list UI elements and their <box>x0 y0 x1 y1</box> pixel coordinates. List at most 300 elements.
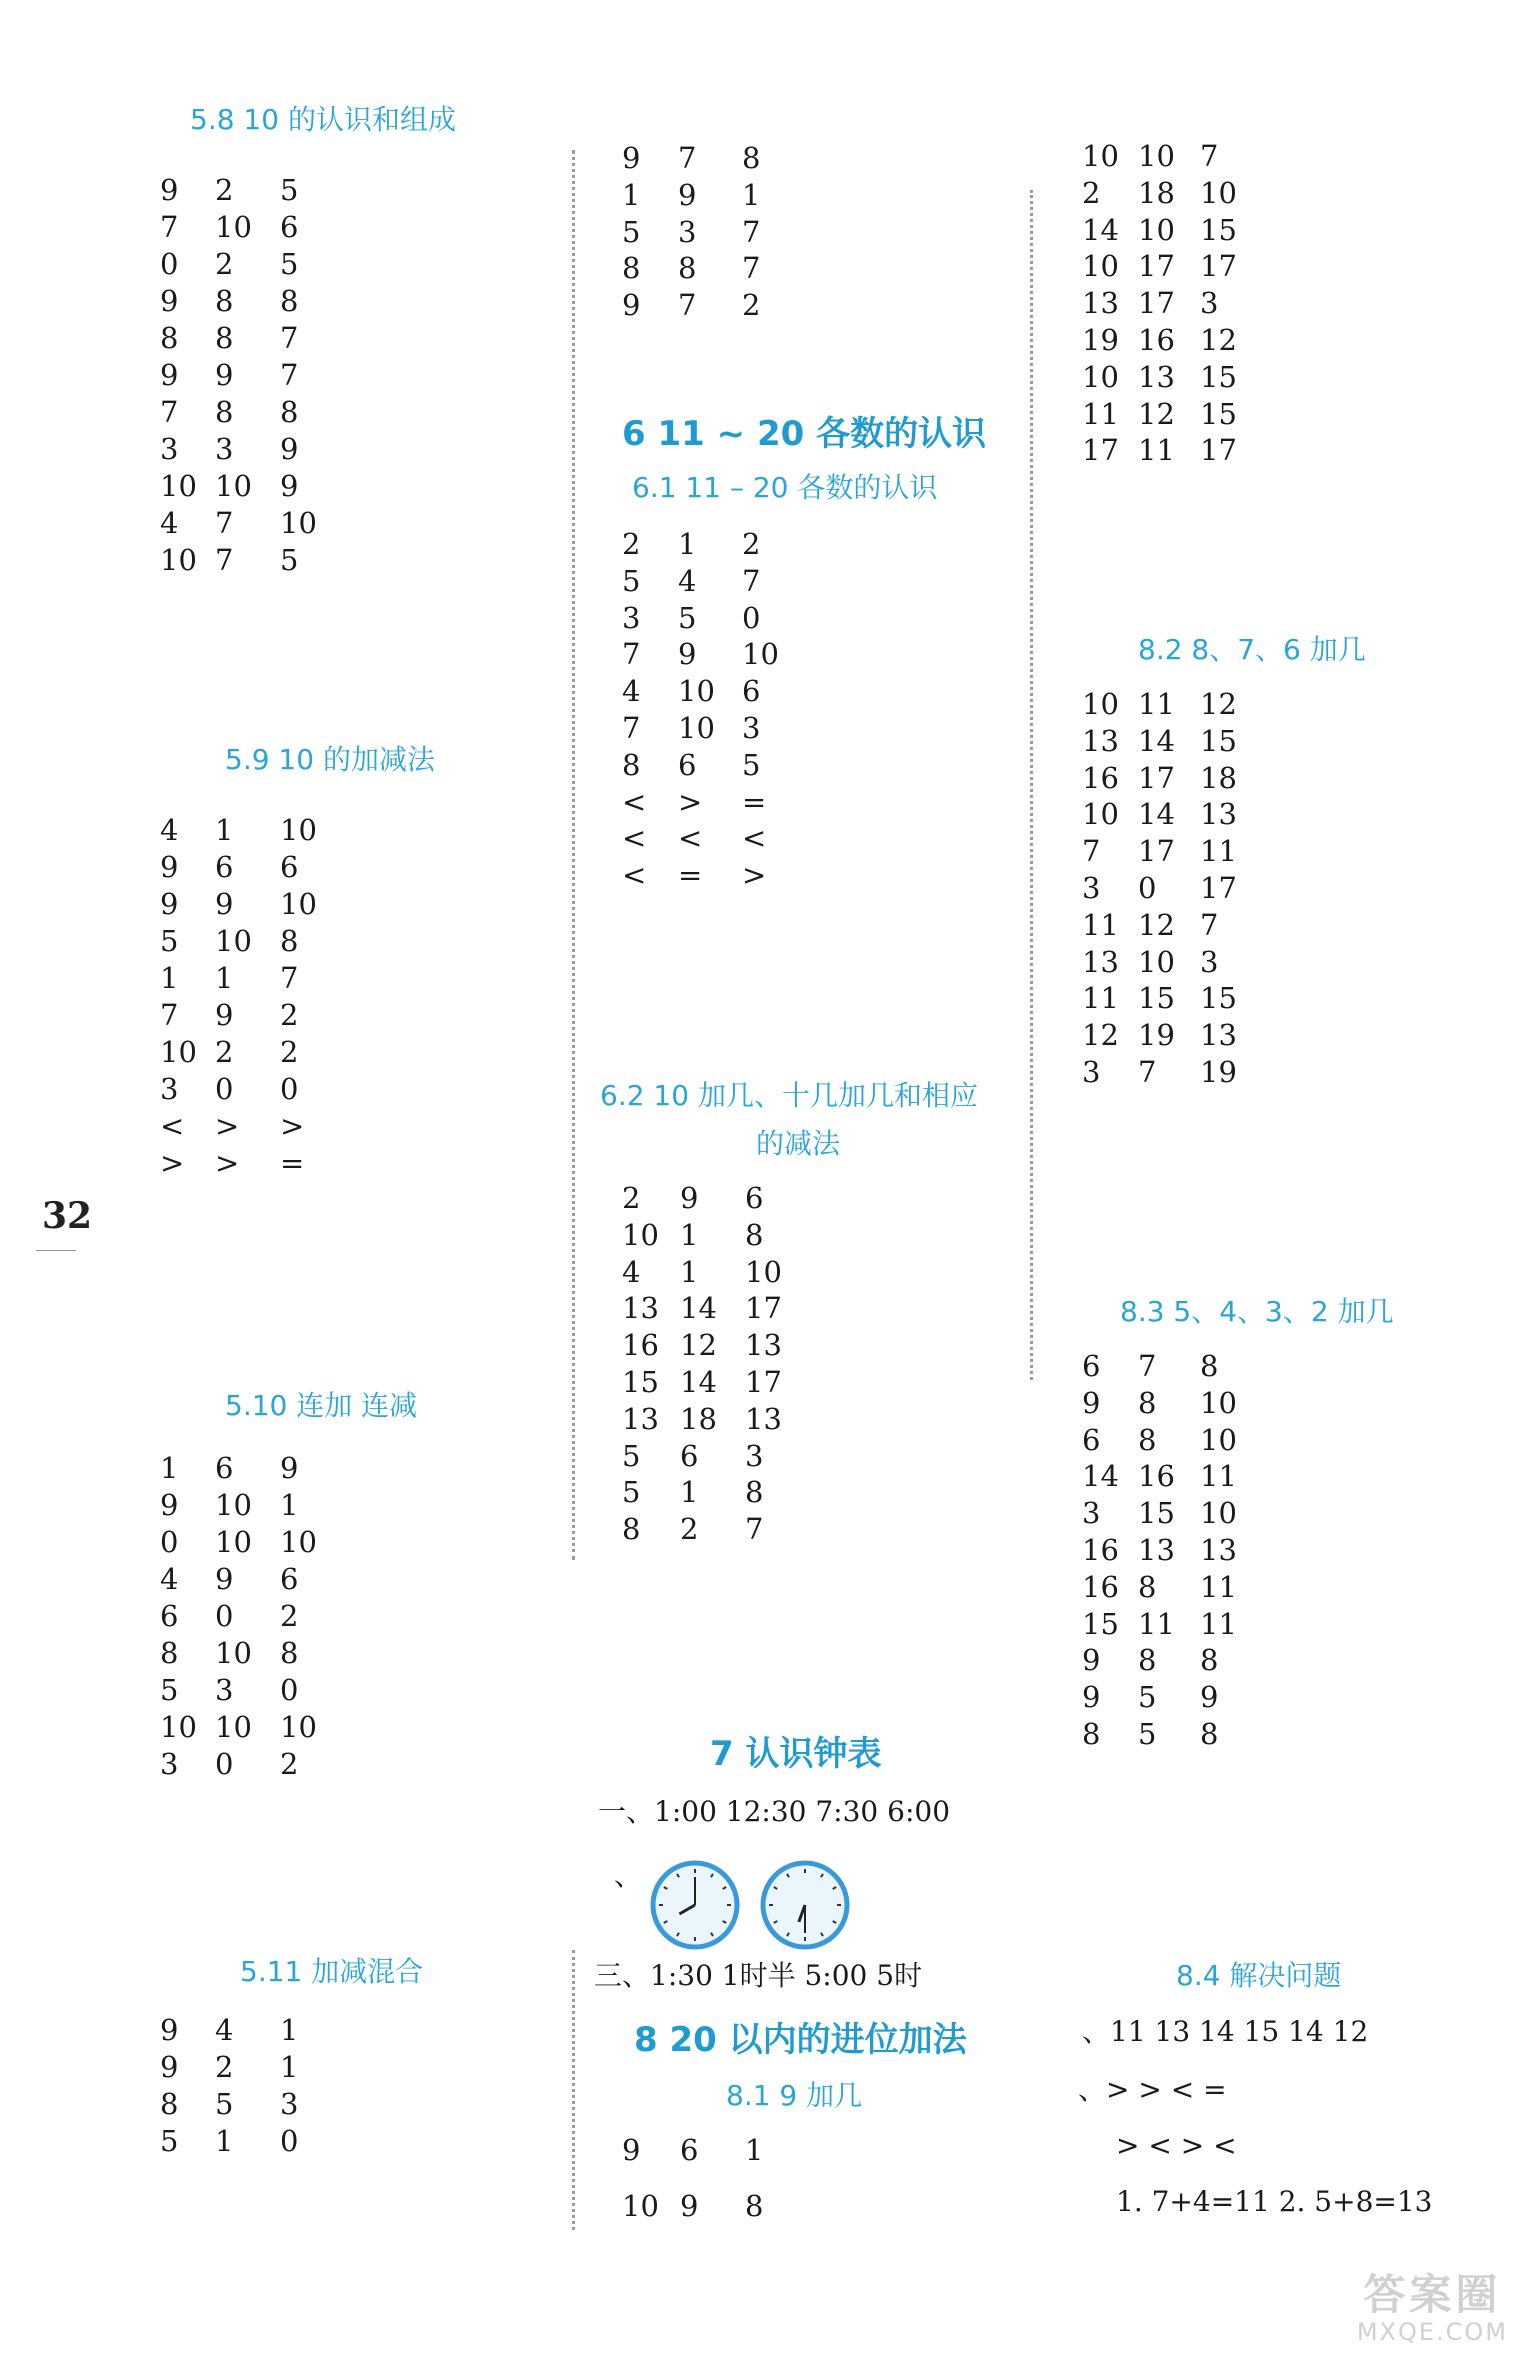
answer-row <box>0 1493 1237 1533</box>
clock-icon-2 <box>763 1863 847 1947</box>
answer-row <box>0 831 1237 871</box>
answer-cell: 5 <box>622 563 641 598</box>
clock-answers-3: 三、1:30 1时半 5:00 5时 <box>594 1959 923 1992</box>
answer-cell: 9 <box>1082 1643 1101 1678</box>
answer-cell: 5 <box>622 1475 641 1510</box>
answer-cell: 10 <box>678 674 715 709</box>
answer-cell: 10 <box>160 1710 197 1744</box>
answer-cell: 10 <box>1200 175 1237 210</box>
answer-cell: 10 <box>160 469 197 503</box>
answer-cell: 18 <box>1200 760 1237 795</box>
answer-cell: 5 <box>280 173 299 207</box>
answer-cell: < <box>742 821 767 856</box>
answer-cell: 7 <box>280 961 299 995</box>
answer-cell: 8 <box>742 141 761 175</box>
answer-cell: 2 <box>680 1512 699 1547</box>
answer-cell: 2 <box>215 2050 234 2084</box>
answer-row <box>0 283 1219 323</box>
answer-cell: 0 <box>215 1599 234 1633</box>
answer-cell: 3 <box>160 1072 179 1106</box>
answer-cell: 19 <box>1200 1055 1237 1089</box>
section-heading: 8.2 8、7、6 加几 <box>1138 633 1366 666</box>
answer-cell: 9 <box>160 887 179 921</box>
answer-cell: 10 <box>215 1525 252 1559</box>
answer-cell: 15 <box>1082 1606 1119 1641</box>
answer-cell: 9 <box>622 2133 641 2167</box>
answer-cell: 11 <box>1082 396 1119 431</box>
answer-cell: 17 <box>1200 871 1237 905</box>
answer-cell: 3 <box>745 1438 764 1473</box>
answer-row <box>0 466 440 506</box>
answer-cell: 8 <box>215 284 234 318</box>
answer-cell: 9 <box>160 1488 179 1522</box>
answer-cell: 14 <box>1138 723 1175 758</box>
answer-row <box>0 794 1237 834</box>
answer-cell: 12 <box>1200 687 1237 721</box>
answer-cell: 6 <box>745 1181 764 1215</box>
answer-cell: 3 <box>742 711 761 745</box>
answer-cell: 16 <box>1082 1533 1119 1567</box>
answer-cell: 1 <box>160 961 179 995</box>
answer-cell: 3 <box>215 1673 234 1707</box>
answer-cell: 10 <box>1200 1496 1237 1531</box>
answer-cell: 13 <box>1082 723 1119 758</box>
answer-cell: 2 <box>622 527 641 561</box>
answer-cell: 1 <box>680 1475 699 1510</box>
answer-cell: 6 <box>680 1438 699 1473</box>
section-heading: 8.1 9 加几 <box>726 2079 863 2112</box>
answer-cell: 5 <box>1138 1680 1157 1715</box>
answer-cell: 7 <box>678 141 697 175</box>
answer-cell: 13 <box>1082 944 1119 979</box>
answer-cell: 2 <box>280 1599 299 1633</box>
answer-cell: 5 <box>160 2124 179 2158</box>
answer-cell: 10 <box>215 210 252 244</box>
answer-cell: 2 <box>742 527 761 561</box>
answer-cell: 7 <box>215 506 234 540</box>
answer-cell: = <box>678 858 703 893</box>
answer-row <box>0 173 1237 213</box>
answer-cell: 0 <box>160 1525 179 1559</box>
answer-cell: 8 <box>1138 1422 1157 1457</box>
answer-cell: 8 <box>1138 1643 1157 1678</box>
answer-cell: 9 <box>280 432 299 466</box>
answer-cell: 16 <box>1082 1569 1119 1604</box>
answer-cell: 12 <box>680 1328 717 1363</box>
answer-cell: 9 <box>160 173 179 207</box>
column-divider-2 <box>1030 190 1033 1380</box>
answer-cell: 8 <box>1200 1349 1219 1383</box>
answer-cell: 3 <box>280 2087 299 2121</box>
answer-cell: 8 <box>745 1475 764 1510</box>
answer-cell: 17 <box>1138 249 1175 284</box>
answer-cell: 14 <box>1082 1459 1119 1494</box>
answer-cell: 9 <box>1082 1680 1101 1715</box>
answer-cell: 10 <box>160 1035 197 1069</box>
answer-cell: 10 <box>280 887 317 921</box>
answer-cell: 1 <box>160 1451 179 1485</box>
column-divider-1b <box>572 1950 575 2230</box>
answer-cell: 3 <box>215 432 234 466</box>
answer-cell: 1 <box>680 1217 699 1252</box>
answer-cell: 2 <box>1082 175 1101 210</box>
answer-cell: 9 <box>160 2013 179 2047</box>
answer-row <box>0 210 1237 250</box>
answer-cell: 11 <box>1200 834 1237 869</box>
answer-cell: 10 <box>280 506 317 540</box>
answer-cell: 3 <box>1082 1055 1101 1089</box>
answer-cell: 11 <box>1200 1606 1237 1641</box>
answer-row <box>0 1530 1237 1570</box>
answer-cell: 10 <box>1138 139 1175 173</box>
answer-cell: 14 <box>680 1291 717 1326</box>
answer-cell: 10 <box>280 1710 317 1744</box>
section-heading: 5.8 10 的认识和组成 <box>190 103 456 136</box>
answer-row <box>0 1015 1237 1055</box>
answer-cell: 9 <box>622 141 641 175</box>
answer-cell: 9 <box>680 1181 699 1215</box>
answer-cell: 15 <box>1138 1496 1175 1531</box>
answer-cell: 1 <box>280 2050 299 2084</box>
section-heading: 6.1 11 – 20 各数的认识 <box>632 471 938 504</box>
answer-cell: 6 <box>1082 1422 1101 1457</box>
answer-row <box>0 2186 764 2226</box>
answer-row <box>0 357 1237 397</box>
answer-cell: 13 <box>745 1328 782 1363</box>
solve-line-3: > < > < <box>1116 2129 1237 2162</box>
answer-cell: 10 <box>215 1710 252 1744</box>
answer-cell: 9 <box>680 2189 699 2223</box>
answer-cell: 4 <box>160 813 179 847</box>
answer-cell: 2 <box>215 1035 234 1069</box>
answer-cell: > <box>160 1146 185 1180</box>
answer-cell: 7 <box>742 563 761 598</box>
answer-cell: 7 <box>160 998 179 1032</box>
solve-line-2: 、> > < = <box>1078 2073 1227 2106</box>
answer-cell: 9 <box>215 998 234 1032</box>
answer-row <box>0 1215 764 1255</box>
answer-cell: 11 <box>1138 1606 1175 1641</box>
answer-cell: 7 <box>160 395 179 429</box>
answer-cell: = <box>280 1146 305 1180</box>
answer-cell: < <box>160 1109 185 1143</box>
answer-cell: 9 <box>160 358 179 392</box>
answer-cell: 8 <box>215 395 234 429</box>
answer-cell: 4 <box>160 1562 179 1596</box>
answer-cell: 7 <box>1082 834 1101 869</box>
answer-row <box>0 1677 1219 1717</box>
answer-cell: 17 <box>1138 286 1175 321</box>
answer-cell: 3 <box>160 1747 179 1781</box>
answer-cell: 2 <box>215 247 234 281</box>
answer-cell: 7 <box>622 711 641 745</box>
answer-cell: 13 <box>622 1401 659 1436</box>
answer-cell: 8 <box>280 924 299 958</box>
answer-cell: 15 <box>1200 981 1237 1016</box>
answer-row <box>0 1106 440 1146</box>
answer-row <box>0 868 1237 908</box>
answer-cell: 10 <box>1082 249 1119 284</box>
answer-cell: 13 <box>745 1401 782 1436</box>
answer-cell: 17 <box>1138 834 1175 869</box>
answer-cell: < <box>622 858 647 893</box>
answer-cell: 10 <box>1082 359 1119 394</box>
answer-cell: 10 <box>280 813 317 847</box>
answer-cell: 7 <box>1200 139 1219 173</box>
answer-cell: 1 <box>680 1254 699 1289</box>
answer-cell: 8 <box>160 321 179 355</box>
answer-cell: 2 <box>280 998 299 1032</box>
answer-cell: 10 <box>1138 212 1175 247</box>
answer-cell: 9 <box>280 1451 299 1485</box>
answer-cell: 1 <box>622 177 641 212</box>
answer-cell: 8 <box>1200 1643 1219 1678</box>
answer-cell: 17 <box>745 1291 782 1326</box>
answer-cell: 5 <box>160 1673 179 1707</box>
answer-cell: 5 <box>622 214 641 249</box>
answer-cell: 16 <box>622 1328 659 1363</box>
answer-cell: 19 <box>1082 323 1119 357</box>
answer-cell: 8 <box>215 321 234 355</box>
answer-cell: < <box>622 784 647 819</box>
answer-cell: 10 <box>215 1636 252 1670</box>
answer-cell: 15 <box>1200 396 1237 431</box>
section-heading: 8.4 解决问题 <box>1176 1959 1342 1992</box>
answer-cell: 4 <box>160 506 179 540</box>
answer-row <box>0 1288 782 1328</box>
watermark-url: MXQE.COM <box>1356 2317 1508 2346</box>
clock-faces <box>640 1855 870 1955</box>
answer-cell: 9 <box>622 288 641 323</box>
answer-cell: 0 <box>1138 871 1157 905</box>
answer-cell: 5 <box>280 543 299 577</box>
answer-cell: 15 <box>1200 723 1237 758</box>
answer-cell: 8 <box>622 1512 641 1547</box>
answer-row <box>0 1456 1237 1496</box>
answer-cell: 3 <box>1082 1496 1101 1531</box>
answer-cell: 8 <box>1138 1385 1157 1420</box>
answer-cell: 17 <box>1138 760 1175 795</box>
answer-cell: 4 <box>622 674 641 709</box>
answer-cell: 17 <box>745 1365 782 1399</box>
answer-cell: 9 <box>215 358 234 392</box>
solve-line-4: 1. 7+4=11 2. 5+8=13 <box>1116 2185 1433 2218</box>
answer-cell: 10 <box>742 637 779 672</box>
answer-cell: > <box>280 1109 305 1143</box>
section-heading: 5.11 加减混合 <box>240 1955 424 1988</box>
answer-cell: 7 <box>1138 1055 1157 1089</box>
answer-cell: 8 <box>622 747 641 782</box>
answer-row <box>0 1143 440 1183</box>
answer-cell: 2 <box>215 173 234 207</box>
answer-cell: > <box>742 858 767 893</box>
answer-cell: 0 <box>280 1673 299 1707</box>
answer-cell: 8 <box>1138 1569 1157 1604</box>
answer-cell: 13 <box>622 1291 659 1326</box>
answer-cell: 1 <box>215 961 234 995</box>
answer-cell: 11 <box>1200 1459 1237 1494</box>
answer-row <box>0 1420 1237 1460</box>
answer-row <box>0 598 761 638</box>
answer-cell: 8 <box>280 395 299 429</box>
answer-cell: 0 <box>215 1072 234 1106</box>
clock-answers-2-prefix: 、 <box>614 1859 643 1892</box>
section-heading: 的减法 <box>756 1127 841 1160</box>
answer-cell: > <box>678 784 703 819</box>
answer-cell: 8 <box>622 251 641 286</box>
answer-cell: 7 <box>742 214 761 249</box>
answer-cell: 18 <box>1138 175 1175 210</box>
answer-cell: 9 <box>678 637 697 672</box>
answer-cell: 7 <box>678 288 697 323</box>
answer-cell: 2 <box>280 1747 299 1781</box>
answer-cell: 4 <box>215 2013 234 2047</box>
answer-cell: 13 <box>1082 286 1119 321</box>
answer-row <box>0 978 1237 1018</box>
answer-cell: 3 <box>678 214 697 249</box>
answer-cell: 10 <box>1138 944 1175 979</box>
page-number: 32 <box>42 1195 93 1237</box>
answer-cell: 10 <box>1082 139 1119 173</box>
answer-cell: 13 <box>1200 797 1237 832</box>
answer-cell: 6 <box>215 850 234 884</box>
chapter-heading: 6 11 ~ 20 各数的认识 <box>622 414 987 454</box>
section-heading: 5.10 连加 连减 <box>225 1389 418 1422</box>
answer-cell: 13 <box>1200 1018 1237 1053</box>
answer-row <box>0 2130 764 2170</box>
answer-row <box>0 524 761 564</box>
answer-cell: 7 <box>745 1512 764 1547</box>
answer-cell: 5 <box>160 924 179 958</box>
answer-cell: 1 <box>678 527 697 561</box>
answer-cell: < <box>678 821 703 856</box>
answer-cell: 9 <box>1200 1680 1219 1715</box>
answer-cell: 10 <box>622 1217 659 1252</box>
answer-cell: 10 <box>622 2189 659 2223</box>
watermark-logo: 答案圈 <box>1363 2270 1502 2320</box>
answer-cell: 0 <box>215 1747 234 1781</box>
answer-row <box>0 246 1237 286</box>
answer-cell: 11 <box>1138 433 1175 468</box>
answer-row <box>0 1252 782 1292</box>
answer-cell: 14 <box>1082 212 1119 247</box>
answer-cell: 15 <box>1200 212 1237 247</box>
answer-cell: 0 <box>280 2124 299 2158</box>
answer-cell: 6 <box>678 747 697 782</box>
answer-cell: 9 <box>280 469 299 503</box>
answer-cell: 5 <box>742 747 761 782</box>
answer-cell: 15 <box>1138 981 1175 1016</box>
answer-row <box>0 905 1219 945</box>
answer-cell: 0 <box>160 247 179 281</box>
watermark <box>1357 2272 1508 2345</box>
answer-cell: 11 <box>1082 907 1119 942</box>
answer-row <box>0 1052 1237 1092</box>
answer-cell: 6 <box>280 850 299 884</box>
answer-cell: 10 <box>678 711 715 745</box>
answer-cell: 4 <box>622 1254 641 1289</box>
answer-cell: 1 <box>745 2133 764 2167</box>
clock-icon-1 <box>653 1863 737 1947</box>
answer-cell: 8 <box>1082 1717 1101 1751</box>
answer-row <box>0 758 1237 798</box>
answer-cell: 7 <box>160 210 179 244</box>
answer-row <box>0 942 1219 982</box>
answer-cell: 14 <box>1138 797 1175 832</box>
answer-cell: 3 <box>1200 286 1219 321</box>
answer-row <box>0 561 761 601</box>
answer-cell: 15 <box>1200 359 1237 394</box>
answer-cell: 1 <box>742 177 761 212</box>
answer-cell: 6 <box>1082 1349 1101 1383</box>
answer-cell: 11 <box>1200 1569 1237 1604</box>
answer-cell: 9 <box>160 2050 179 2084</box>
clock-answers-1: 一、1:00 12:30 7:30 6:00 <box>598 1795 951 1828</box>
column-divider-1 <box>572 150 575 1560</box>
answer-cell: 5 <box>1138 1717 1157 1751</box>
answer-cell: 17 <box>1200 433 1237 468</box>
chapter-heading: 7 认识钟表 <box>710 1734 882 1774</box>
answer-cell: 3 <box>1200 944 1219 979</box>
answer-row <box>0 136 1219 176</box>
answer-cell: 7 <box>1138 1349 1157 1383</box>
answer-cell: 17 <box>1082 433 1119 468</box>
answer-cell: 6 <box>280 1562 299 1596</box>
answer-cell: 16 <box>1138 1459 1175 1494</box>
answer-row <box>0 320 1237 360</box>
answer-cell: 12 <box>1200 323 1237 357</box>
answer-cell: 19 <box>1138 1018 1175 1053</box>
chapter-heading: 8 20 以内的进位加法 <box>634 2020 967 2060</box>
answer-cell: 6 <box>742 674 761 709</box>
answer-cell: 1 <box>215 813 234 847</box>
answer-cell: 10 <box>280 1525 317 1559</box>
answer-cell: 10 <box>160 543 197 577</box>
answer-cell: 9 <box>215 887 234 921</box>
answer-cell: 5 <box>215 2087 234 2121</box>
answer-cell: 12 <box>1138 396 1175 431</box>
answer-cell: 8 <box>160 1636 179 1670</box>
answer-cell: 16 <box>1138 323 1175 357</box>
answer-cell: 10 <box>1082 797 1119 832</box>
answer-row <box>0 1178 764 1218</box>
answer-cell: 0 <box>742 600 761 635</box>
answer-cell: > <box>215 1146 240 1180</box>
answer-row <box>0 1604 1237 1644</box>
answer-cell: 10 <box>745 1254 782 1289</box>
answer-cell: 9 <box>678 177 697 212</box>
answer-row <box>0 1640 1219 1680</box>
answer-cell: 7 <box>280 321 299 355</box>
section-heading: 5.9 10 的加减法 <box>225 743 435 776</box>
answer-cell: 15 <box>622 1365 659 1399</box>
answer-cell: 8 <box>1200 1717 1219 1751</box>
answer-cell: 11 <box>1082 981 1119 1016</box>
answer-row <box>0 684 1237 724</box>
answer-cell: > <box>215 1109 240 1143</box>
answer-cell: 10 <box>1200 1385 1237 1420</box>
answer-cell: 8 <box>678 251 697 286</box>
answer-row <box>0 1567 1237 1607</box>
answer-cell: 0 <box>280 1072 299 1106</box>
section-heading: 6.2 10 加几、十几加几和相应 <box>600 1079 978 1112</box>
answer-cell: 10 <box>215 924 252 958</box>
answer-cell: 1 <box>280 2013 299 2047</box>
answer-cell: 8 <box>280 1636 299 1670</box>
answer-cell: 7 <box>622 637 641 672</box>
answer-cell: 1 <box>215 2124 234 2158</box>
answer-cell: 9 <box>1082 1385 1101 1420</box>
